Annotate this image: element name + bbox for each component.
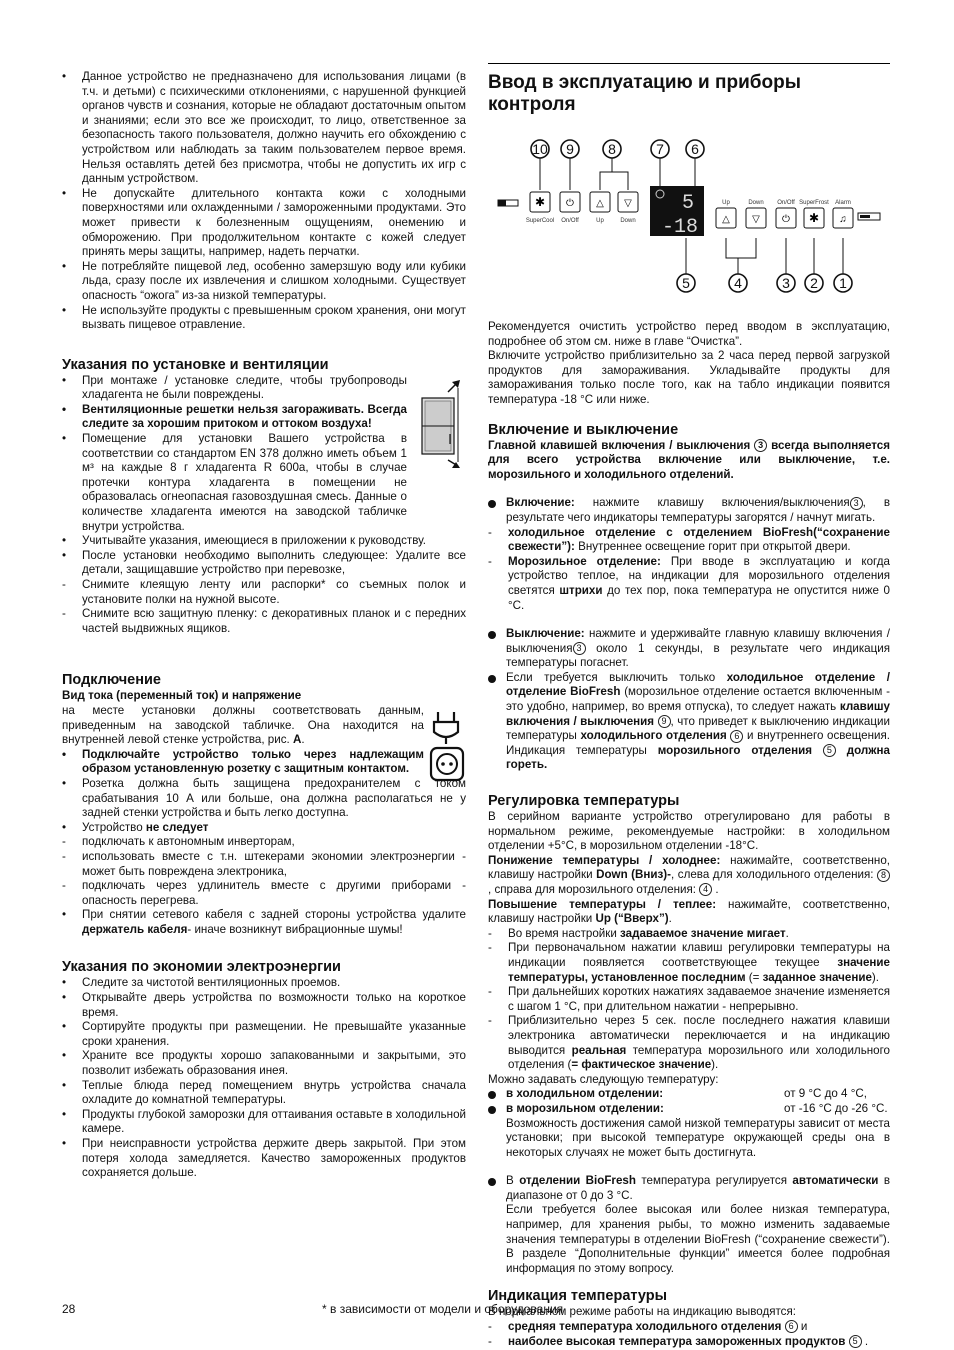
down-triangle-icon: ▽ [624,198,632,209]
list-item: • Подключайте устройство только через надлежащим образом установленную розетку с защитным контактом. [62,747,424,776]
list-item: В отделении BioFresh температура регулируется автоматически в диапазоне от 0 до 3 °C. [488,1174,890,1203]
down-triangle-icon: ▽ [752,214,760,225]
connect-paragraph: на месте установки должны соответствовать данным, приведенным на заводской табличке. Она находится на внутренней левой стенке устройства, рис. A. [62,703,424,747]
left-column [62,70,466,1181]
svg-text:Down: Down [620,218,636,224]
left-keys [526,192,638,224]
callout-3: 3 [782,275,790,291]
list-item: - подключать через удлинитель вместе с другими приборами - опасность перегрева. [62,879,466,907]
list-item: Включение: нажмите клавишу включения/выключения 3 , в результате чего индикаторы температуры загорятся / начнут мигать. [488,496,890,525]
list-item: • Не допускайте длительного контакта кожи с холодными поверхностями или охлажденными / замороженными продуктами. Это может привести к болезненным ощущениям, онемению и обморожению. При продолжительном контакте с кожей следует принять меры защиты, например, надеть перчатки. [62,186,466,259]
list-item: Если требуется выключить только холодильное отделение / отделение BioFresh (морозильное отделение остается включенным - это удобно, например, во время отпуска), то следует нажать клавишу включения / выключения 9 , что приведет к выключению индикации температуры холодильного отделения 6 и внутреннего освещения. Индикация температуры морозильного отделения 5 должна гореть. [488,671,890,773]
list-item: • Данное устройство не предназначено для использования лицами (в т.ч. и детьми) с психическими отклонениями, с нарушенной функцией органов чувств и сознания, которые не обладают достаточным опытом и знаниями; если это все же происходит, то лицо, ответственное за безопасность такого пользователя, должно научить его обхождению с устройством или наблюдать за таким пользователем первое время. Нельзя оставлять детей без присмотра, чтобы не допустить их игр с данным устройством. [62,70,466,186]
up-triangle-icon: △ [596,198,604,209]
list-item: • Продукты глубокой заморозки для оттаивания оставьте в холодильной камере. [62,1107,466,1136]
list-item: • Помещение для установки Вашего устройства в соответствии со стандартом EN 378 должно иметь объем 1 м³ на каждые 8 г хладагента R 600a, чтобы в случае протечки контура хладагента в помещении не образовалась огнеопасная газовоздушная смесь. Данные о количестве хладагента имеются на заводской табличке внутри устройства. [62,432,407,533]
svg-text:Up: Up [722,200,730,206]
list-item: • При монтаже / установке следите, чтобы трубопроводы хладагента не были повреждены. [62,373,407,402]
svg-text:On/Off: On/Off [777,200,795,206]
regulation-note: Возможность достижения самой низкой температуры зависит от места установки; при высокой температуре окружающей среды она в некоторых случаях не может быть достигнута. [506,1116,890,1159]
list-item: • Устройство не следует [62,820,209,834]
list-item: • Не используйте продукты с превышенным сроком хранения, они могут вызвать пищевое отравление. [62,303,466,332]
snowflake-icon: ✱ [808,211,820,225]
install-heading: Указания по установке и вентиляции [62,356,329,373]
power-icon: ⏻ [782,214,790,225]
biofresh-paragraph: Если требуется более высокая или более низкая температура, например, для хранения рыбы, то можно изменить задаваемые значения температуры в отделении BioFresh (“сохранение свежести”). В разделе “Дополнительные функции” имеется более подробная информация по этому вопросу. [506,1203,890,1275]
connect-sub: Вид тока (переменный ток) и напряжение [62,689,302,703]
callout-7: 7 [656,141,664,157]
power-icon: ⏻ [566,198,574,209]
list-item: • При снятии сетевого кабеля с задней стороны устройства удалите держатель кабеля- иначе возникнут вибрационные шумы! [62,908,466,936]
control-panel-diagram [488,138,890,314]
list-item: • При неисправности устройства держите дверь закрытой. При этом потеря холода замедляется. Качество замороженных продуктов сохраняется дольше. [62,1137,466,1180]
energy-heading: Указания по экономии электроэнергии [62,959,341,976]
svg-text:Alarm: Alarm [835,200,851,206]
list-item: - Снимите клеящую ленту или распорки* со съемных полок и установите полки на нужной высоте. [62,578,466,606]
callout-10: 10 [532,141,548,157]
list-item: • Розетка должна быть защищена предохранителем с током срабатывания 10 А или больше, она должна располагаться не у задней стенки устройства и быть легко доступна. [62,776,466,820]
svg-text:On/Off: On/Off [561,218,579,224]
list-item: • Храните все продукты хорошо запакованными и закрытыми, это позволит избежать образования инея. [62,1049,466,1078]
list-item: - средняя температура холодильного отделения 6 и [488,1320,808,1334]
list-item: - Морозильное отделение: При вводе в эксплуатацию и когда устройство теплое, на индикации для морозильного отделения светятся штрихи до тех пор, пока температура не опустится ниже 0 °C. [488,554,890,612]
list-item: - наиболее высокая температура замороженных продуктов 5 . [488,1334,869,1348]
top-number-callouts [531,140,704,158]
onoff-heading: Включение и выключение [488,421,679,438]
regulation-paragraph: В серийном варианте устройство отрегулировано для работы в нормальном режиме, рекомендуемые настройки: в холодильном отделении +5°C, в морозильном отделении -18°C. [488,810,890,853]
svg-text:SuperCool: SuperCool [525,218,555,224]
indication-heading: Индикация температуры [488,1288,667,1305]
footnote: * в зависимости от модели и оборудования [322,1302,564,1316]
right-column [488,62,890,1349]
callout-5: 5 [682,275,690,291]
list-item: • Не потребляйте пищевой лед, особенно замерзшую воду или кубики льда, сразу после их извлечения и слишком холодными. Существует опасность “ожога” из-за низкой температуры. [62,259,466,302]
up-triangle-icon: △ [722,214,730,225]
onoff-lead: Главной клавишей включения / выключения 3 всегда выполняется для всего устройства включение или выключение, т.е. морозильного и холодильного отделений. [488,438,891,481]
indication-paragraph: В нормальном режиме работы на индикацию выводятся: [488,1305,796,1319]
bottom-number-callouts [677,274,852,292]
list-item: - холодильное отделение с отделением BioFresh(“сохранение свежести”): Внутреннее освещение горит при открытой двери. [488,525,890,554]
svg-text:Up: Up [596,218,604,224]
intro-paragraph: Рекомендуется очистить устройство перед вводом в эксплуатацию, подробнее об этом см. ниже в главе “Очистка”. [488,320,890,348]
fridge-temp-readout: 5 [681,192,694,215]
list-item: - использовать вместе с т.н. штекерами экономии электроэнергии - может быть повреждена электроника, [62,849,466,878]
callout-1: 1 [839,275,847,291]
regulation-down: Понижение температуры / холоднее: нажимайте, соответственно, клавишу настройки Down (Вниз)-, слева для холодильного отделения: 8 , справа для морозильного отделения: 4 . [488,853,890,896]
callout-6: 6 [691,141,699,157]
freezer-temp-readout: -18 [661,216,698,239]
list-item: • Учитывайте указания, имеющиеся в приложении к руководству. [62,534,426,548]
can-set-text: Можно задавать следующую температуру: [488,1072,719,1086]
list-item: - При первоначальном нажатии клавиш регулировки температуры на индикации появляется соответствующее текущее значение температуры, установленное последним (= заданное значение). [488,941,890,984]
list-item: - Приблизительно через 5 сек. после последнего нажатия клавиши электроника автоматически переключается и на индикацию выводится реальная температура морозильного или холодильного отделения (= фактическое значение). [488,1014,891,1072]
list-item: • Вентиляционные решетки нельзя загораживать. Всегда следите за хорошим притоком и оттоком воздуха! [62,402,407,431]
list-item: - Снимите всю защитную пленку: с декоративных планок и с передних частей выдвижных ящиков. [62,607,466,635]
alarm-mute-icon: ♫ [839,214,847,225]
list-item: в холодильном отделении: от 9 °C до 4 °C, [488,1087,890,1102]
list-item: • Открывайте дверь устройства по возможности только на короткое время. [62,991,466,1019]
intro-paragraph: Включите устройство приблизительно за 2 часа перед первой загрузкой продуктов для замораживания. Укладывайте продукты для замораживания только после того, как на табло индикации появится температура -18 °C или ниже. [488,349,890,406]
callout-4: 4 [734,275,742,291]
callout-8: 8 [608,141,616,157]
list-item: • После установки необходимо выполнить следующее: Удалите все детали, защищавшие устройство при перевозке, [62,548,466,577]
right-keys [716,200,880,228]
page-number: 28 [62,1302,76,1316]
list-item: в морозильном отделении: от -16 °C до -26 °C. [488,1102,890,1117]
list-item: - подключать к автономным инверторам, [62,835,295,849]
list-item: • Сортируйте продукты при размещении. Не превышайте указанные сроки хранения. [62,1020,466,1048]
ventilation-diagram-icon [414,378,468,470]
snowflake-icon: ✱ [534,195,546,209]
callout-2: 2 [810,275,818,291]
plug-socket-icon [428,706,468,786]
list-item: • Теплые блюда перед помещением внутрь устройства сначала охладите до комнатной температуры. [62,1078,466,1107]
page-title: Ввод в эксплуатацию и приборы контроля [488,72,801,115]
callout-9: 9 [566,141,574,157]
connect-heading: Подключение [62,672,161,689]
list-item: Выключение: нажмите и удерживайте главную клавишу включения / выключения 3 около 1 секунды, в результате чего индикация температуры погаснет. [488,627,890,671]
svg-text:Down: Down [748,200,764,206]
svg-text:SuperFrost: SuperFrost [799,200,829,206]
regulation-up: Повышение температуры / теплее: нажимайте, соответственно, клавишу настройки Up (“Вверх”). [488,897,891,926]
regulation-heading: Регулировка температуры [488,793,680,810]
list-item: - Во время настройки задаваемое значение мигает. [488,926,789,940]
list-item: • Следите за чистотой вентиляционных проемов. [62,976,341,990]
list-item: - При дальнейших коротких нажатиях задаваемое значение изменяется с шагом 1 °C, при длительном нажатии - непрерывно. [488,985,890,1013]
